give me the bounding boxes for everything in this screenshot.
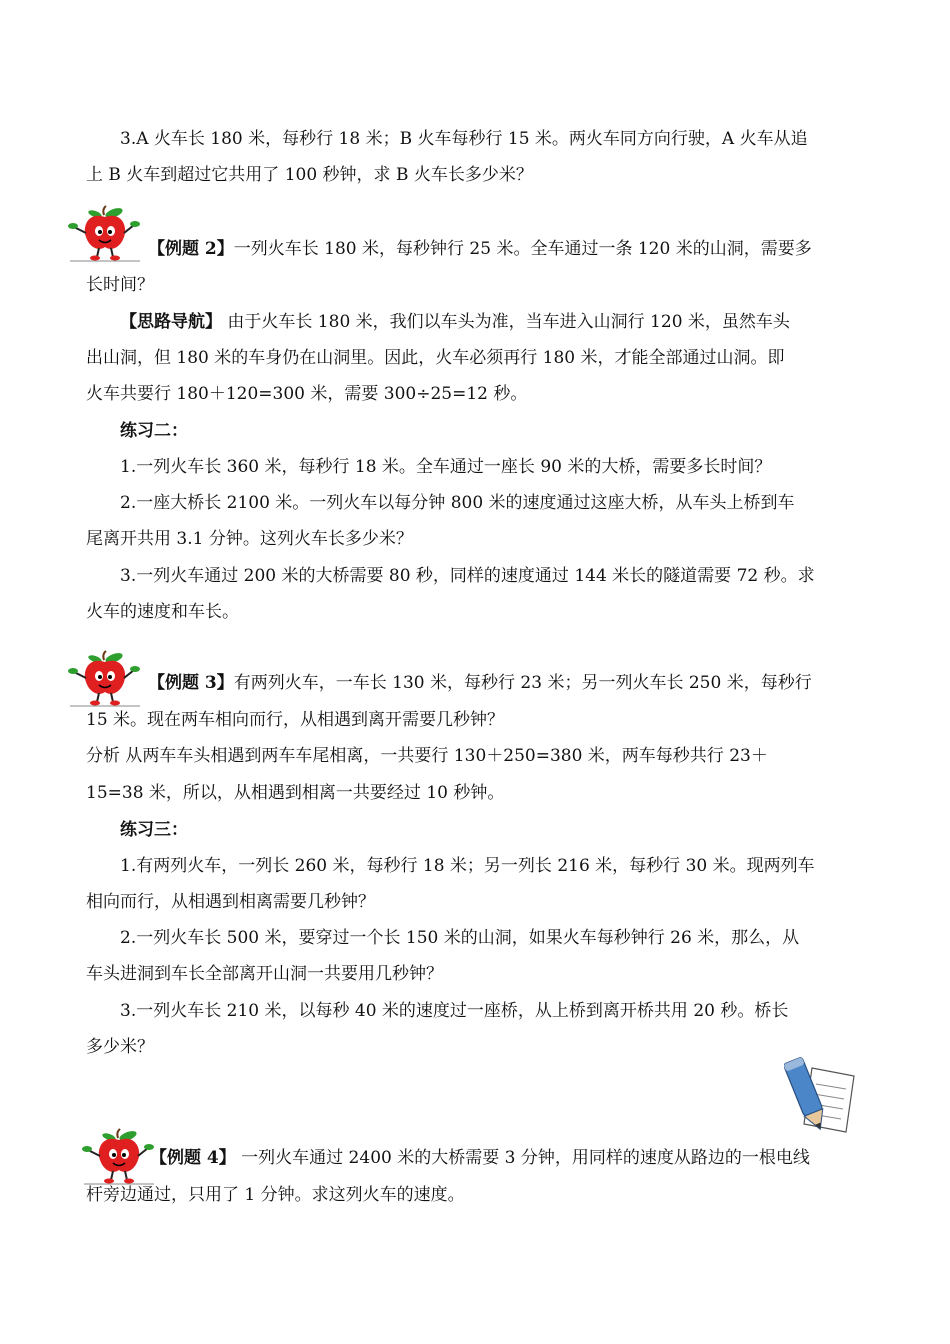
- example2-label: 【例题 2】: [148, 239, 234, 259]
- example4-label: 【例题 4】: [150, 1148, 236, 1168]
- practice3-q3-line2: 多少米？: [86, 1037, 154, 1057]
- example4-text: 一列火车通过 2400 米的大桥需要 3 分钟，用同样的速度从路边的一根电线: [235, 1148, 810, 1168]
- practice1-q3-line1: 3.A 火车长 180 米，每秒行 18 米；B 火车每秒行 15 米。两火车同方向行驶，A 火车从追: [120, 129, 808, 149]
- example3-analysis-line2: 15=38 米，所以，从相遇到相离一共要经过 10 秒钟。: [86, 783, 505, 803]
- practice2-q3-line2: 火车的速度和车长。: [86, 602, 239, 622]
- practice1-q3-line2: 上 B 火车到超过它共用了 100 秒钟，求 B 火车长多少米？: [86, 165, 533, 185]
- apple-mascot-icon: [66, 650, 144, 708]
- example2-line2: 长时间？: [86, 275, 154, 295]
- pencil-paper-icon: [784, 1054, 860, 1136]
- practice3-q1-line1: 1.有两列火车，一列长 260 米，每秒行 18 米；另一列长 216 米，每秒行 30 米。现两列车: [120, 856, 815, 876]
- practice2-q1: 1.一列火车长 360 米，每秒行 18 米。全车通过一座长 90 米的大桥，需要多长时间？: [120, 457, 772, 477]
- apple-mascot-icon: [66, 205, 144, 263]
- practice3-q1-line2: 相向而行，从相遇到相离需要几秒钟？: [86, 892, 375, 912]
- example3-line1: [148, 671, 812, 695]
- practice3-q2-line1: 2.一列火车长 500 米，要穿过一个长 150 米的山洞，如果火车每秒钟行 26 米，那么，从: [120, 928, 800, 948]
- example4-line1: [150, 1146, 810, 1170]
- practice2-q2-line2: 尾离开共用 3.1 分钟。这列火车长多少米？: [86, 529, 413, 549]
- example4-line2: 杆旁边通过，只用了 1 分钟。求这列火车的速度。: [86, 1185, 465, 1205]
- practice2-q2-line1: 2.一座大桥长 2100 米。一列火车以每分钟 800 米的速度通过这座大桥，从车头上桥到车: [120, 493, 795, 513]
- practice3-q2-line2: 车头进洞到车长全部离开山洞一共要用几秒钟？: [86, 964, 443, 984]
- example3-text: 有两列火车，一车长 130 米，每秒行 23 米；另一列火车长 250 米，每秒行: [233, 673, 812, 693]
- example3-label: 【例题 3】: [148, 673, 234, 693]
- example2-guide-line2: 出山洞，但 180 米的车身仍在山洞里。因此，火车必须再行 180 米，才能全部通过山洞。即: [86, 348, 785, 368]
- apple-mascot-icon: [80, 1128, 158, 1186]
- practice2-title: 练习二：: [120, 421, 188, 441]
- practice3-q3-line1: 3.一列火车长 210 米，以每秒 40 米的速度过一座桥，从上桥到离开桥共用 20 秒。桥长: [120, 1001, 789, 1021]
- example3-line2: 15 米。现在两车相向而行，从相遇到离开需要几秒钟？: [86, 710, 505, 730]
- example2-text: 一列火车长 180 米，每秒钟行 25 米。全车通过一条 120 米的山洞，需要多: [233, 239, 812, 259]
- example2-line1: [148, 237, 812, 261]
- guide-text: 由于火车长 180 米，我们以车头为准，当车进入山洞行 120 米，虽然车头: [222, 312, 790, 332]
- example3-analysis-line1: 分析 从两车车头相遇到两车车尾相离，一共要行 130＋250=380 米，两车每秒共行 23＋: [86, 746, 768, 766]
- example2-guide-line1: [120, 310, 790, 334]
- example2-guide-line3: 火车共要行 180＋120=300 米，需要 300÷25=12 秒。: [86, 384, 528, 404]
- practice3-title: 练习三：: [120, 820, 188, 840]
- practice2-q3-line1: 3.一列火车通过 200 米的大桥需要 80 秒，同样的速度通过 144 米长的隧道需要 72 秒。求: [120, 566, 815, 586]
- guide-label: 【思路导航】: [120, 312, 222, 332]
